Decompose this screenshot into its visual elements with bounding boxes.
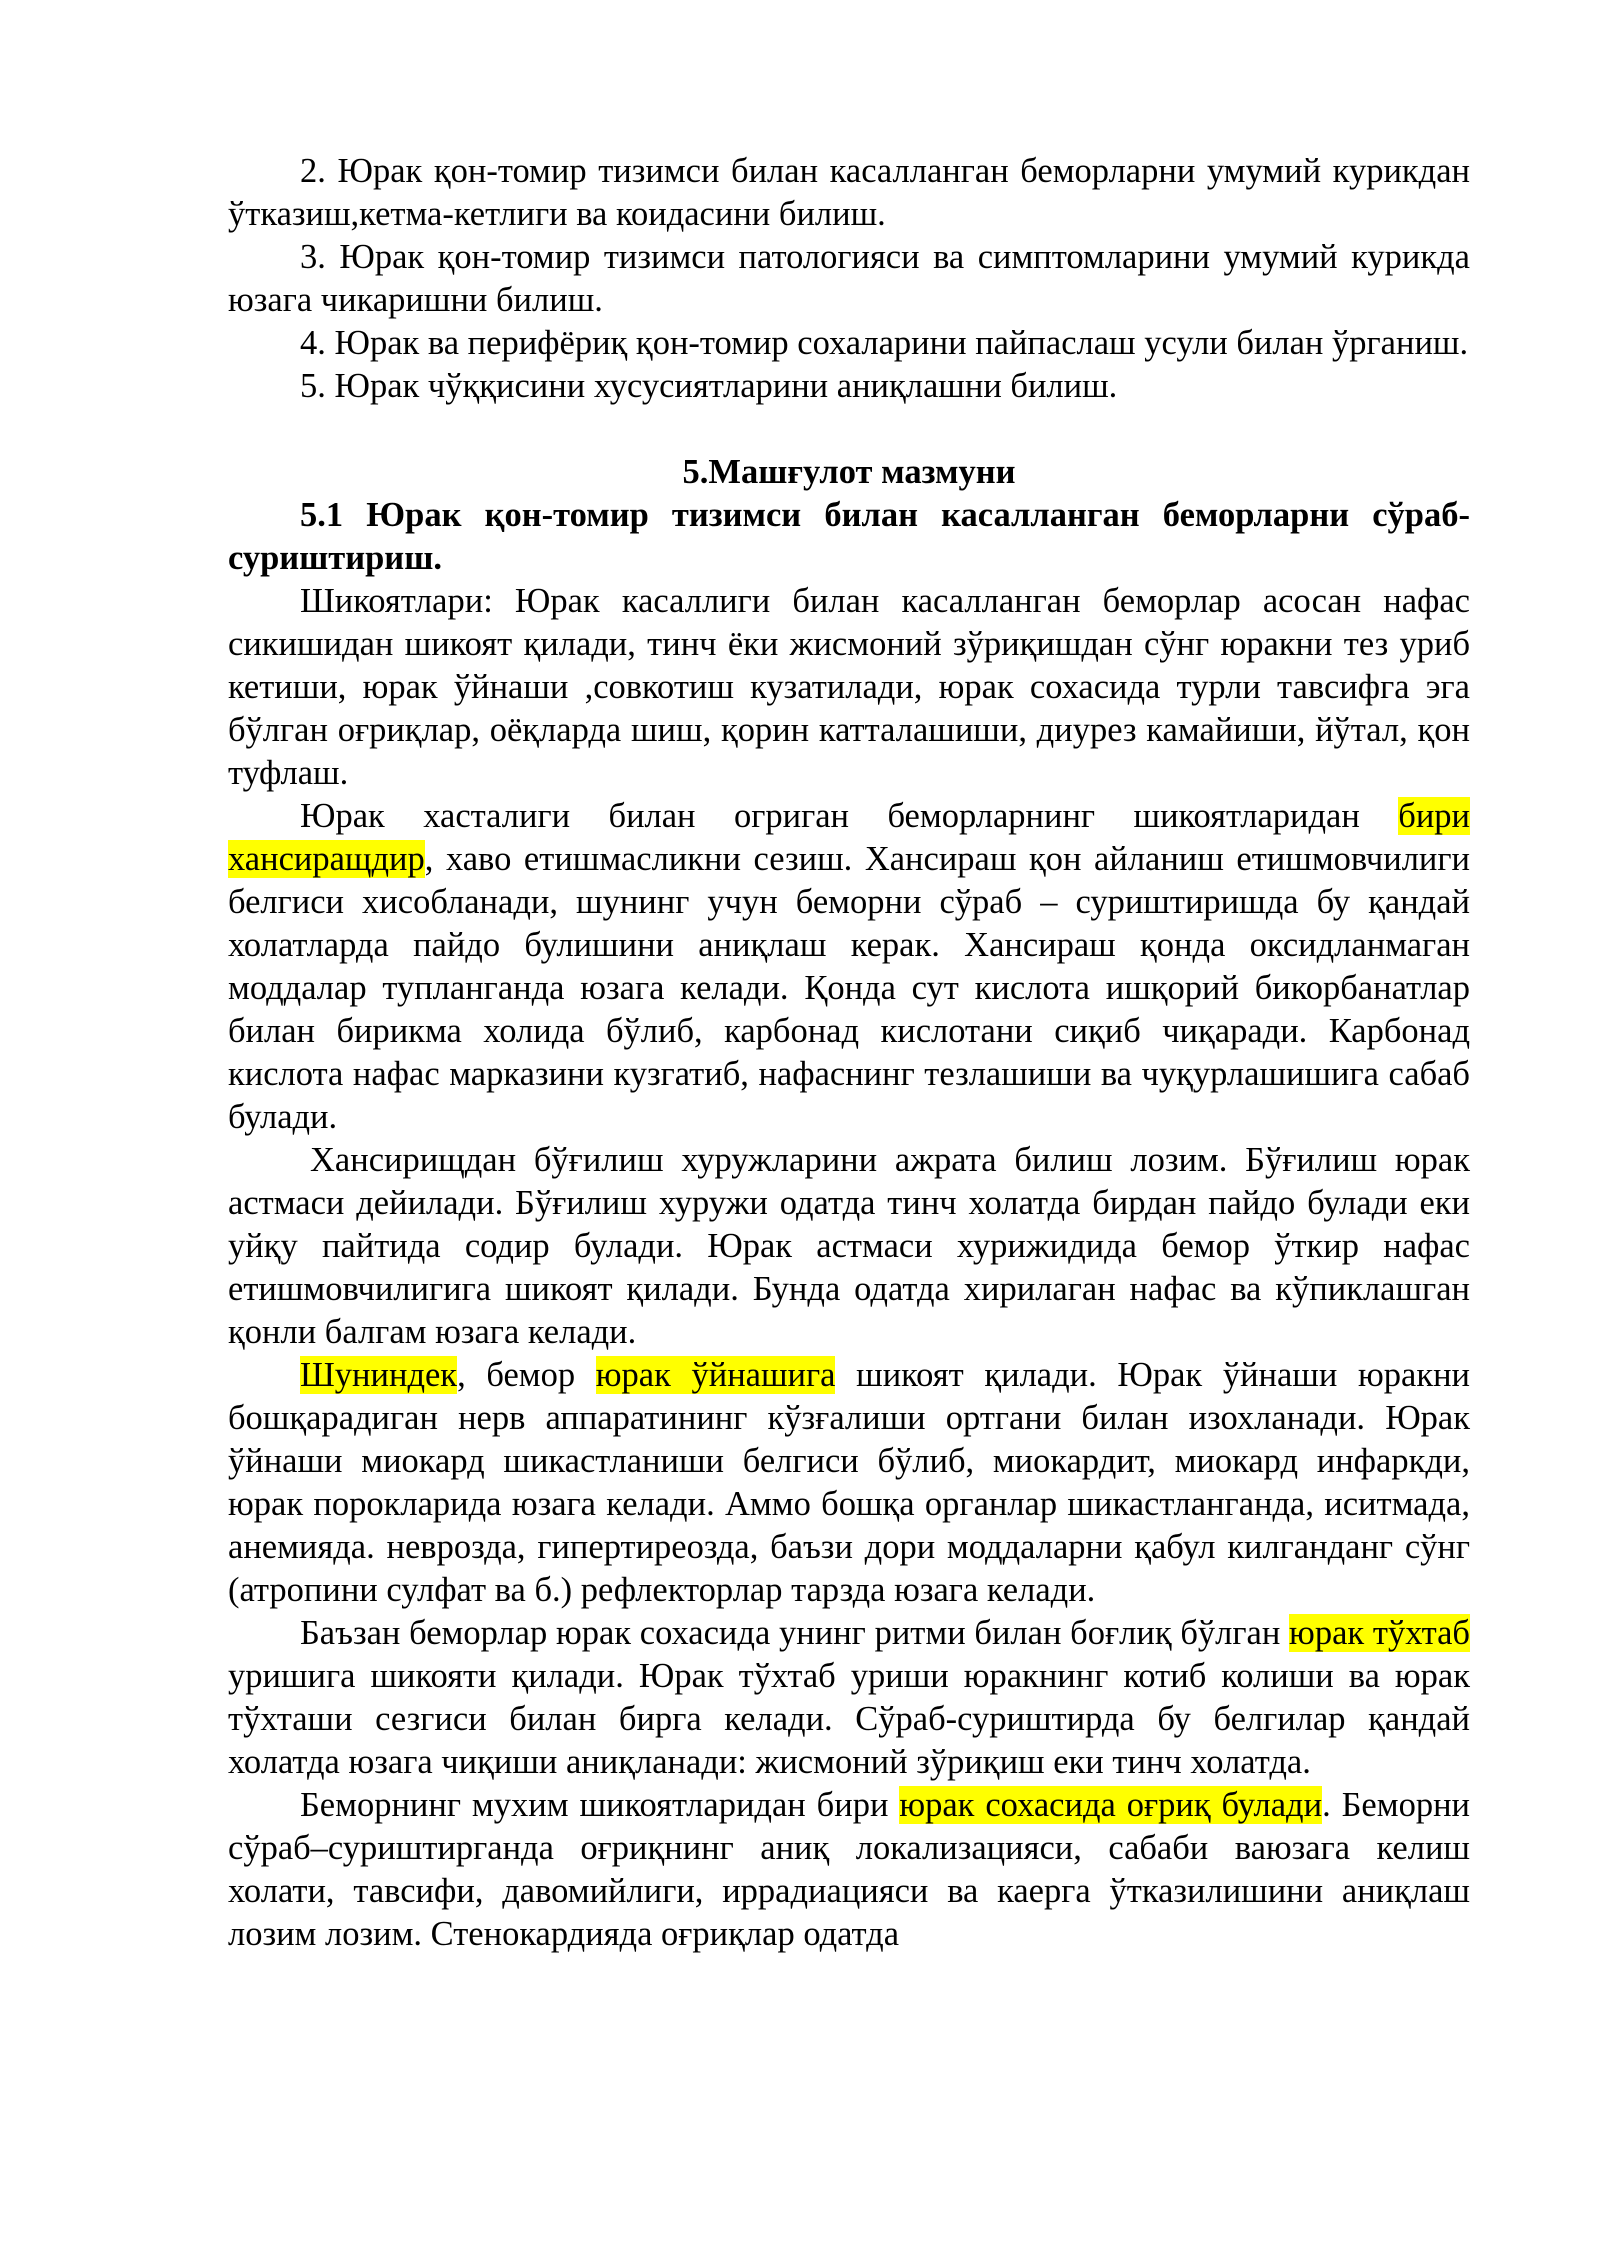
dyspnea-paragraph — [228, 795, 1470, 1139]
heart-pain-paragraph — [228, 1784, 1470, 1956]
spacer — [228, 408, 1470, 451]
palpitation-paragraph — [228, 1354, 1470, 1612]
highlighted-text: юрак тўхтаб — [1289, 1614, 1470, 1652]
objective-item-5: 5. Юрак чўққисини хусусиятларини аниқлашни билиш. — [300, 367, 1118, 405]
objective-item-4: 4. Юрак ва перифёриқ қон-томир сохаларини пайпаслаш усули билан ўрганиш. — [300, 324, 1469, 362]
paragraph-text: Юрак хасталиги билан огриган беморларнинг шикоятларидан — [300, 797, 1399, 835]
paragraph-text: шикоят қилади. Юрак ўйнаши юракни бошқарадиган нерв аппаратининг кўзғалиши ортгани билан изохланади. Юрак ўйнаши миокард шикастланиши белгиси бўлиб, миокардит, миокард инфаркди, юрак порокларида юзага келади. Аммо бошқа органлар шикастланганда, иситмада, анемияда. неврозда, гипертиреозда, баъзи дори моддаларни қабул килганданг сўнг (атропини сулфат ва б.) рефлекторлар тарзда юзага келади. — [228, 1356, 1471, 1609]
paragraph-text: , бемор — [457, 1356, 596, 1394]
complaints-paragraph: Шикоятлари: Юрак касаллиги билан касалланган беморлар асосан нафас сикишидан шикоят қилади, тинч ёки жисмоний зўриқишдан сўнг юракни тез уриб кетиши, юрак ўйнаши ,совкотиш кузатилади, юрак сохасида турли тавсифга эга бўлган оғриқлар, оёқларда шиш, қорин катталашиши, диурез камайиши, йўтал, қон туфлаш. — [228, 582, 1470, 792]
section-title: 5.Машғулот мазмуни — [682, 453, 1016, 491]
highlighted-text: юрак ўйнашига — [595, 1356, 836, 1394]
asthma-paragraph: Хансирищдан бўғилиш хуружларини ажрата билиш лозим. Бўғилиш юрак астмаси дейилади. Бўғилиш хуружи одатда тинч холатда бирдан пайдо булади еки уйқу пайтида содир булади. Юрак астмаси хурижидида бемор ўткир нафас етишмовчилигига шикоят қилади. Бунда одатда хирилаган нафас ва кўпиклашган қонли балгам юзага келади. — [228, 1141, 1470, 1351]
highlighted-text: Шуниндек — [300, 1356, 458, 1394]
paragraph-text: Беморнинг мухим шикоятларидан бири — [300, 1786, 900, 1824]
highlighted-text: бири хансиращдир — [228, 797, 1470, 878]
paragraph-text: уришига шикояти қилади. Юрак тўхтаб уриши юракнинг котиб колиши ва юрак тўхташи сезгиси билан бирга келади. Сўраб-суриштирда бу белгилар қандай холатда юзага чиқиши аниқланади: жисмоний зўриқиш еки тинч холатда. — [228, 1657, 1470, 1781]
paragraph-text: Баъзан беморлар юрак сохасида унинг ритми билан боғлиқ бўлган — [300, 1614, 1290, 1652]
document-page — [228, 150, 1470, 1956]
highlighted-text: юрак сохасида оғриқ булади — [899, 1786, 1323, 1824]
heart-stop-paragraph — [228, 1612, 1470, 1784]
objective-item-3: 3. Юрак қон-томир тизимси патологияси ва симптомларини умумий курикда юзага чикаришни билиш. — [228, 238, 1470, 319]
paragraph-text: . Беморни сўраб–суриштирганда оғриқнинг аниқ локализацияси, сабаби ваюзага келиш холати, тавсифи, давомийлиги, иррадиацияси ва каерга ўтказилишини аниқлаш лозим лозим. Стенокардияда оғриқлар одатда — [228, 1786, 1470, 1953]
paragraph-text: , хаво етишмасликни сезиш. Хансираш қон айланиш етишмовчилиги белгиси хисобланади, шунинг учун беморни сўраб – суриштиришда бу қандай холатларда пайдо булишини аниқлаш керак. Хансираш қонда оксидланмаган моддалар тупланганда юзага келади. Қонда сут кислота ишқорий бикорбанатлар билан бирикма холида бўлиб, карбонад кислотани сиқиб чиқаради. Карбонад кислота нафас марказини кузгатиб, нафаснинг тезлашиши ва чуқурлашишига сабаб булади. — [228, 840, 1470, 1136]
objective-item-2: 2. Юрак қон-томир тизимси билан касалланган беморларни умумий курикдан ўтказиш,кетма-кетлиги ва коидасини билиш. — [228, 152, 1470, 233]
subsection-title: 5.1 Юрак қон-томир тизимси билан касалланган беморларни сўраб-суриштириш. — [228, 496, 1470, 577]
